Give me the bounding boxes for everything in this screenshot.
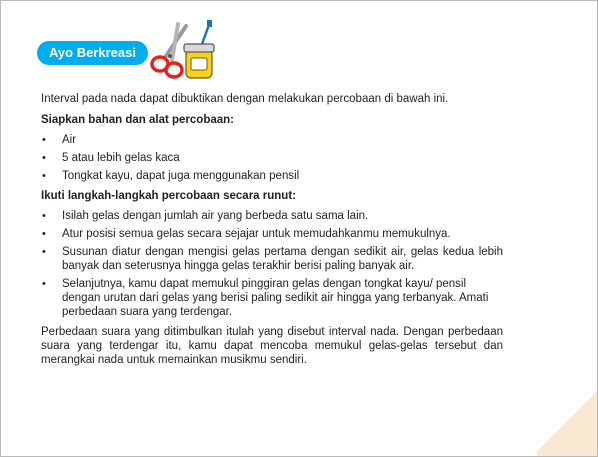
list-item: • Atur posisi semua gelas secara sejajar untuk memudahkanmu memukulnya. [41, 227, 503, 241]
steps-list [41, 209, 503, 319]
list-item: • Selanjutnya, kamu dapat memukul pinggiran gelas dengan tongkat kayu/ pensil dengan urutan dari gelas yang berisi paling sedikit air hingga yang terbanyak. Amati perbedaan suara yang terdengar. [41, 277, 503, 319]
closing-paragraph: Perbedaan suara yang ditimbulkan itulah yang disebut interval nada. Dengan perbedaan suara yang terdengar itu, kamu dapat mencoba memukul gelas-gelas tersebut dan merangkai nada untuk memainkan musikmu sendiri. [41, 326, 503, 366]
section-badge [37, 41, 148, 65]
materials-list [41, 133, 503, 183]
materials-heading: Siapkan bahan dan alat percobaan: [41, 114, 234, 126]
list-item: • Tongkat kayu, dapat juga menggunakan pensil [41, 169, 503, 183]
section-badge-label: Ayo Berkreasi [49, 45, 136, 60]
scissors-icon [152, 24, 186, 77]
list-item: • Susunan diatur dengan mengisi gelas pertama dengan sedikit air, gelas kedua lebih banyak dan seterusnya hingga gelas terakhir berisi paling banyak air. [41, 245, 503, 273]
list-item: • Air [41, 133, 503, 147]
activity-content [41, 92, 503, 374]
list-item: • 5 atau lebih gelas kaca [41, 151, 503, 165]
craft-tools-illustration [150, 20, 220, 82]
steps-heading: Ikuti langkah-langkah percobaan secara runut: [41, 190, 296, 202]
list-item: • Isilah gelas dengan jumlah air yang berbeda satu sama lain. [41, 209, 503, 223]
glue-jar-icon [184, 20, 214, 78]
corner-decoration [537, 386, 597, 456]
intro-paragraph: Interval pada nada dapat dibuktikan dengan melakukan percobaan di bawah ini. [41, 93, 449, 105]
